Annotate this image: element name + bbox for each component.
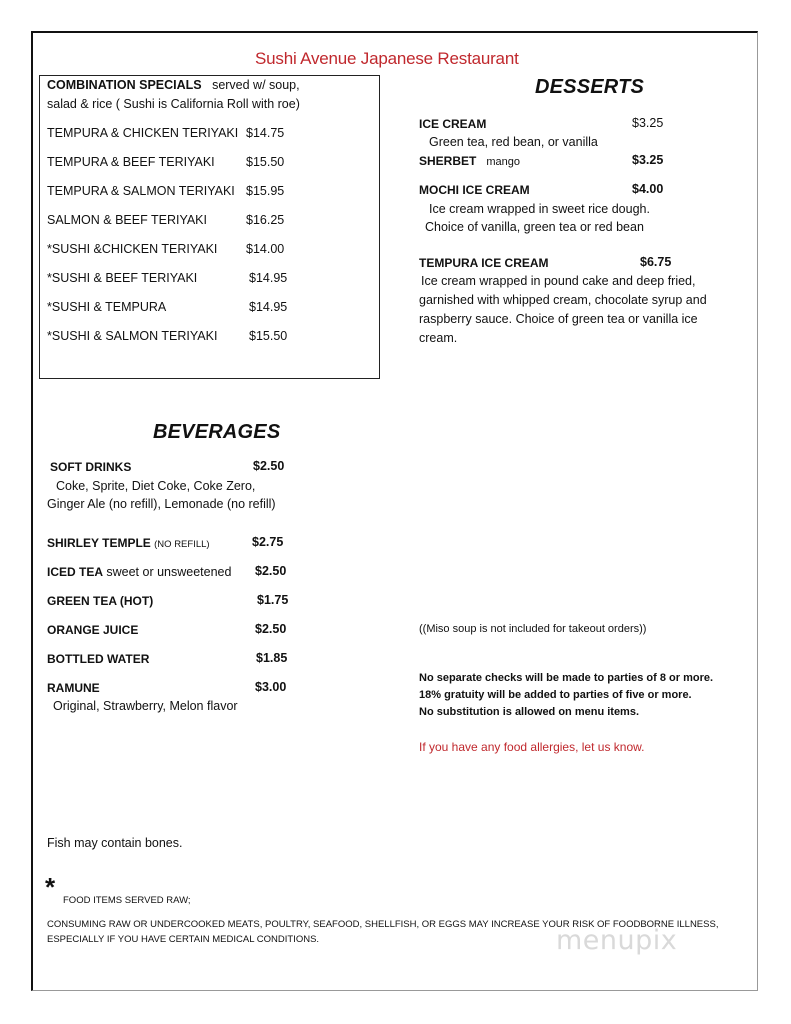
combo-item-name: *SUSHI &CHICKEN TERIYAKI <box>47 242 218 256</box>
combo-item-price: $14.75 <box>246 126 285 140</box>
policy-note: 18% gratuity will be added to parties of five or more. <box>419 689 692 701</box>
miso-note: ((Miso soup is not included for takeout orders)) <box>419 623 647 635</box>
dessert-item-name: MOCHI ICE CREAM <box>419 183 530 197</box>
combo-item-name: SALMON & BEEF TERIYAKI <box>47 213 207 227</box>
combination-specials-heading: COMBINATION SPECIALS <box>47 78 202 92</box>
allergy-note: If you have any food allergies, let us know. <box>419 740 645 754</box>
combination-note: served w/ soup, <box>212 78 300 92</box>
consumer-warning: ESPECIALLY IF YOU HAVE CERTAIN MEDICAL CONDITIONS. <box>47 934 320 945</box>
desserts-heading: DESSERTS <box>535 76 645 98</box>
beverages-heading: BEVERAGES <box>153 421 281 443</box>
beverage-item-desc: Ginger Ale (no refill), Lemonade (no refill) <box>47 497 276 511</box>
combo-item-name: *SUSHI & TEMPURA <box>47 300 167 314</box>
sherbet-flavor: mango <box>486 156 520 168</box>
dessert-item-name: TEMPURA ICE CREAM <box>419 256 549 270</box>
beverage-item-name: GREEN TEA (HOT) <box>47 594 154 608</box>
combo-item-name: TEMPURA & CHICKEN TERIYAKI <box>47 126 239 140</box>
dessert-item-desc: cream. <box>419 331 458 345</box>
beverage-item-name <box>47 536 210 550</box>
dessert-item-desc: Ice cream wrapped in pound cake and deep fried, <box>421 274 696 288</box>
dessert-item-price: $4.00 <box>632 182 664 196</box>
combo-item-price: $15.50 <box>249 329 288 343</box>
dessert-item-price: $3.25 <box>632 153 664 167</box>
dessert-item-price: $3.25 <box>632 116 664 130</box>
combination-note-line2: salad & rice ( Sushi is California Roll with roe) <box>47 97 300 111</box>
dessert-item-name <box>419 154 520 168</box>
beverage-item-price: $2.50 <box>255 564 287 578</box>
beverage-item-name: BOTTLED WATER <box>47 652 150 666</box>
dessert-item-desc: garnished with whipped cream, chocolate syrup and <box>419 293 707 307</box>
dessert-item-desc: raspberry sauce. Choice of green tea or vanilla ice <box>419 312 698 326</box>
raw-items-label: FOOD ITEMS SERVED RAW; <box>63 895 191 906</box>
consumer-warning: CONSUMING RAW OR UNDERCOOKED MEATS, POULTRY, SEAFOOD, SHELLFISH, OR EGGS MAY INCREASE YOUR RISK OF FOODBORNE ILLNESS, <box>47 919 719 930</box>
combo-item-name: *SUSHI & BEEF TERIYAKI <box>47 271 198 285</box>
beverage-item-price: $3.00 <box>255 680 287 694</box>
fish-bones-note: Fish may contain bones. <box>47 836 183 850</box>
dessert-item-desc: Choice of vanilla, green tea or red bean <box>425 220 644 234</box>
beverage-item-price: $2.75 <box>252 535 284 549</box>
combo-item-name: *SUSHI & SALMON TERIYAKI <box>47 329 218 343</box>
beverage-item-name <box>47 565 231 579</box>
combo-item-price: $14.95 <box>249 300 288 314</box>
sherbet-label: SHERBET <box>419 154 477 168</box>
combo-item-name: TEMPURA & SALMON TERIYAKI <box>47 184 235 198</box>
restaurant-title: Sushi Avenue Japanese Restaurant <box>255 49 519 68</box>
dessert-item-desc: Green tea, red bean, or vanilla <box>429 135 598 149</box>
beverage-item-price: $1.85 <box>256 651 288 665</box>
beverage-item-price: $1.75 <box>257 593 289 607</box>
beverage-item-price: $2.50 <box>255 622 287 636</box>
shirley-temple-note: (NO REFILL) <box>154 539 210 550</box>
policy-note: No substitution is allowed on menu items. <box>419 706 640 718</box>
combo-item-price: $15.50 <box>246 155 285 169</box>
combination-heading-line <box>47 78 300 92</box>
shirley-temple-label: SHIRLEY TEMPLE <box>47 536 151 550</box>
beverage-item-desc: Coke, Sprite, Diet Coke, Coke Zero, <box>56 479 256 493</box>
policy-note: No separate checks will be made to parties of 8 or more. <box>419 672 714 684</box>
combo-item-price: $14.00 <box>246 242 285 256</box>
combo-item-name: TEMPURA & BEEF TERIYAKI <box>47 155 215 169</box>
iced-tea-label: ICED TEA <box>47 565 104 579</box>
asterisk-symbol: * <box>45 872 56 902</box>
watermark-logo: menupix <box>556 925 678 956</box>
dessert-item-desc: Ice cream wrapped in sweet rice dough. <box>429 202 650 216</box>
beverage-item-name: SOFT DRINKS <box>50 460 132 474</box>
combo-item-price: $14.95 <box>249 271 288 285</box>
combo-item-price: $15.95 <box>246 184 285 198</box>
beverage-item-name: ORANGE JUICE <box>47 623 139 637</box>
beverage-item-price: $2.50 <box>253 459 285 473</box>
beverage-item-name: RAMUNE <box>47 681 100 695</box>
beverage-item-desc: Original, Strawberry, Melon flavor <box>53 699 238 713</box>
iced-tea-note: sweet or unsweetened <box>106 565 232 579</box>
combo-item-price: $16.25 <box>246 213 285 227</box>
dessert-item-name: ICE CREAM <box>419 117 487 131</box>
dessert-item-price: $6.75 <box>640 255 672 269</box>
